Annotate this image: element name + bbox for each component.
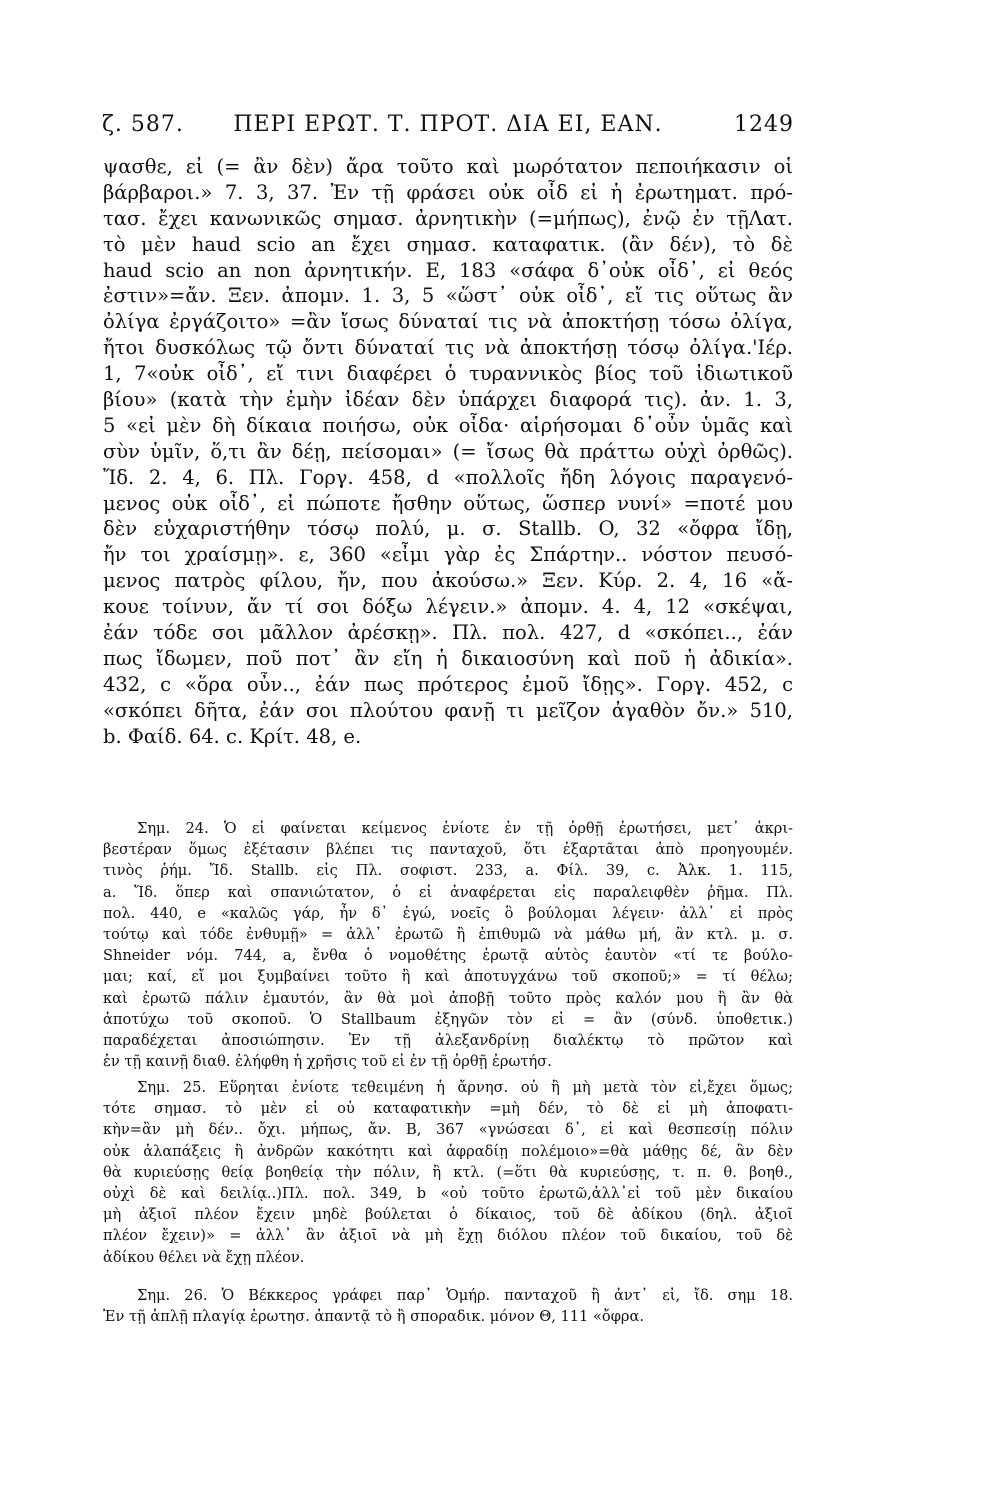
text-line: Ἴδ. 2. 4, 6. Πλ. Γοργ. 458, d «πολλοῖς ἤδη λόγοις παραγενό- bbox=[103, 465, 793, 489]
note-line: καὶ ἐρωτῶ πάλιν ἐμαυτόν, ἂν θὰ μοὶ ἀποβῇ τοῦτο πρὸς καλόν μου ἢ ἂν θὰ bbox=[103, 989, 793, 1007]
section-number: ζ. 587. bbox=[102, 112, 184, 137]
text-line: μενος οὐκ οἶδ᾽, εἰ πώποτε ἤσθην οὕτως, ὥσπερ νυνί» =ποτέ μου bbox=[103, 491, 793, 515]
text-line: ἤτοι δυσκόλως τῷ ὄντι δύναταί τις νὰ ἀποκτήσῃ τόσῳ ὀλίγα.'Ιέρ. bbox=[103, 336, 793, 360]
note-line: ἀδίκου θέλει νὰ ἔχῃ πλέον. bbox=[103, 1248, 305, 1266]
text-line: τασ. ἔχει κανωνικῶς σημασ. ἀρνητικὴν (=μήπως), ἐνῷ ἐν τῇΛατ. bbox=[103, 206, 793, 230]
page-number: 1249 bbox=[734, 112, 794, 137]
note-line: βεστέραν ὅμως ἐξέτασιν βλέπει τις πανταχοῦ, ὅτι ἐξαρτᾶται ἀπὸ προηγουμέν. bbox=[103, 841, 793, 859]
note-24 bbox=[103, 818, 793, 1072]
running-header bbox=[102, 112, 794, 142]
note-line: οὐκ ἀλαπάξεις ἢ ἀνδρῶν κακότητι καὶ ἀφραδίῃ πολέμοιο»=θὰ μάθῃς δέ, ἂν δὲν bbox=[103, 1142, 793, 1160]
text-line: πως ἴδωμεν, ποῦ ποτ᾽ ἂν εἴη ἡ δικαιοσύνη καὶ ποῦ ἡ ἀδικία». bbox=[103, 646, 793, 670]
note-line: Ἐν τῇ ἁπλῇ πλαγίᾳ ἐρωτησ. ἀπαντᾷ τὸ ἢ σποραδικ. μόνον Θ, 111 «ὄφρα. bbox=[103, 1308, 644, 1326]
note-line: πολ. 440, e «καλῶς γάρ, ἦν δ᾽ ἐγώ, νοεῖς ὃ βούλομαι λέγειν· ἀλλ᾽ εἰ πρὸς bbox=[103, 904, 793, 922]
text-line: 432, c «ὅρα οὖν.., ἐάν πως πρότερος ἐμοῦ ἴδῃς». Γοργ. 452, c bbox=[103, 672, 793, 696]
note-25 bbox=[103, 1077, 793, 1268]
text-line: ὀλίγα ἐργάζοιτο» =ἂν ἴσως δύναταί τις νὰ ἀποκτήσῃ τόσω ὀλίγα, bbox=[103, 310, 793, 334]
text-line: ψασθε, εἰ (= ἂν δὲν) ἄρα τοῦτο καὶ μωρότατον πεποιήκασιν οἱ bbox=[103, 155, 793, 178]
text-line: b. Φαίδ. 64. c. Κρίτ. 48, e. bbox=[103, 724, 362, 748]
note-line: ἐν τῇ καινῇ διαθ. ἐλήφθη ἡ χρῆσις τοῦ εἰ ἐν τῇ ὀρθῇ ἐρωτήσ. bbox=[103, 1053, 552, 1071]
note-line: παραδέχεται ἀποσιώπησιν. Ἐν τῇ ἀλεξανδρίνῃ διαλέκτῳ τὸ πρῶτον καὶ bbox=[103, 1031, 793, 1049]
text-line: «σκόπει δῆτα, ἐάν σοι πλούτου φανῇ τι μεῖζον ἀγαθὸν ὄν.» 510, bbox=[103, 698, 793, 722]
text-line: κουε τοίνυν, ἄν τί σοι δόξω λέγειν.» ἀπομν. 4. 4, 12 «σκέψαι, bbox=[103, 595, 793, 619]
text-line: ἐστιν»=ἄν. Ξεν. ἀπομν. 1. 3, 5 «ὥστ᾽ οὐκ οἶδ᾽, εἴ τις οὕτως ἂν bbox=[103, 284, 793, 308]
text-line: σὺν ὑμῖν, ὅ,τι ἂν δέῃ, πείσομαι» (= ἴσως θὰ πράττω οὐχὶ ὀρθῶς). bbox=[103, 439, 793, 463]
text-line: βίου» (κατὰ τὴν ἐμὴν ἰδέαν δὲν ὑπάρχει διαφορά τις). ἀν. 1. 3, bbox=[103, 388, 793, 412]
note-line: μαι; καί, εἴ μοι ξυμβαίνει τοῦτο ἢ καὶ ἀποτυγχάνω τοῦ σκοποῦ;» = τί θέλω; bbox=[103, 968, 793, 986]
note-line: τινὸς ῥήμ. Ἴδ. Stallb. εἰς Πλ. σοφιστ. 233, a. Φίλ. 39, c. Ἀλκ. 1. 115, bbox=[103, 862, 793, 880]
note-line: a. Ἴδ. ὅπερ καὶ σπανιώτατον, ὁ εἰ ἀναφέρεται εἰς παραλειφθὲν ῥῆμα. Πλ. bbox=[103, 883, 793, 901]
note-line: θὰ κυριεύσῃς θείᾳ βοηθείᾳ τὴν πόλιν, ἢ κτλ. (=ὅτι θὰ κυριεύσῃς, τ. π. θ. βοηθ., bbox=[103, 1163, 793, 1181]
note-line: μὴ ἀξιοῖ πλέον ἔχειν μηδὲ βούλεται ὁ δίκαιος, τοῦ δὲ ἀδίκου (δηλ. ἀξιοῖ bbox=[103, 1206, 793, 1224]
note-line: τούτῳ καὶ τόδε ἐνθυμῇ» = ἀλλ᾽ ἐρωτῶ ἢ ἐπιθυμῶ νὰ μάθω μή, ἂν κτλ. μ. σ. bbox=[103, 925, 793, 943]
text-line: μενος πατρὸς φίλου, ἤν, που ἀκούσω.» Ξεν. Κύρ. 2. 4, 16 «ἄ- bbox=[103, 569, 793, 593]
main-paragraph bbox=[103, 154, 793, 749]
text-line: ἤν τοι χραίσμῃ». ε, 360 «εἶμι γὰρ ἐς Σπάρτην.. νόστον πευσό- bbox=[103, 543, 793, 567]
note-line: Σημ. 25. Εὕρηται ἐνίοτε τεθειμένη ἡ ἄρνησ. οὐ ἢ μὴ μετὰ τὸν εἰ,ἔχει ὅμως; bbox=[137, 1079, 793, 1096]
note-line: Σημ. 26. Ὁ Βέκκερος γράφει παρ᾽ Ὁμήρ. πανταχοῦ ἢ ἀντ᾽ εἰ, ἴδ. σημ 18. bbox=[137, 1287, 793, 1304]
text-line: δὲν εὐχαριστήθην τόσῳ πολύ, μ. σ. Stallb. O, 32 «ὄφρα ἴδῃ, bbox=[103, 517, 793, 541]
note-line: Σημ. 24. Ὁ εἰ φαίνεται κείμενος ἐνίοτε ἐν τῇ ὀρθῇ ἐρωτήσει, μετ᾽ ἀκρι- bbox=[137, 820, 793, 837]
note-line: πλέον ἔχειν)» = ἀλλ᾽ ἂν ἀξιοῖ νὰ μὴ ἔχῃ διόλου πλέον τοῦ δικαίου, τοῦ δὲ bbox=[103, 1227, 793, 1245]
page-title: ΠΕΡΙ ΕΡΩΤ. Τ. ΠΡΟΤ. ΔΙΑ ΕΙ, ΕΑΝ. bbox=[233, 112, 663, 137]
note-line: ἀποτύχω τοῦ σκοποῦ. Ὁ Stallbaum ἐξηγῶν τὸν εἰ = ἂν (σύνδ. ὑποθετικ.) bbox=[103, 1010, 793, 1028]
note-line: Shneider νόμ. 744, a, ἔνθα ὁ νομοθέτης ἐρωτᾷ αὑτὸς ἑαυτὸν «τί τε βούλο- bbox=[103, 947, 793, 965]
text-line: 5 «εἰ μὲν δὴ δίκαια ποιήσω, οὐκ οἶδα· αἱρήσομαι δ᾽οὖν ὑμᾶς καὶ bbox=[103, 413, 793, 437]
note-26 bbox=[103, 1285, 793, 1327]
text-line: haud scio an non ἀρνητικήν. Ε, 183 «σάφα δ᾽οὐκ οἶδ᾽, εἰ θεός bbox=[103, 258, 793, 282]
text-line: τὸ μὲν haud scio an ἔχει σημασ. καταφατικ. (ἂν δέν), τὸ δὲ bbox=[103, 232, 793, 256]
text-line: 1, 7«οὐκ οἶδ᾽, εἴ τινι διαφέρει ὁ τυραννικὸς βίος τοῦ ἰδιωτικοῦ bbox=[103, 362, 793, 386]
note-line: τότε σημασ. τὸ μὲν εἰ οὐ καταφατικὴν =μὴ δέν, τὸ δὲ εἰ μὴ ἀποφατι- bbox=[103, 1100, 793, 1118]
text-line: ἐάν τόδε σοι μᾶλλον ἀρέσκῃ». Πλ. πολ. 427, d «σκόπει.., ἐάν bbox=[103, 621, 793, 645]
text-line: βάρβαροι.» 7. 3, 37. Ἐν τῇ φράσει οὐκ οἶδ εἰ ἡ ἐρωτηματ. πρό- bbox=[103, 180, 793, 204]
note-line: κὴν=ἂν μὴ δέν.. ὄχι. μήπως, ἄν. Β, 367 «γνώσεαι δ᾽, εἰ καὶ θεσπεσίῃ πόλιν bbox=[103, 1121, 793, 1139]
note-line: οὐχὶ δὲ καὶ δειλίᾳ..)Πλ. πολ. 349, b «οὐ τοῦτο ἐρωτῶ,ἀλλ᾽εἰ τοῦ μὲν δικαίου bbox=[103, 1184, 793, 1202]
